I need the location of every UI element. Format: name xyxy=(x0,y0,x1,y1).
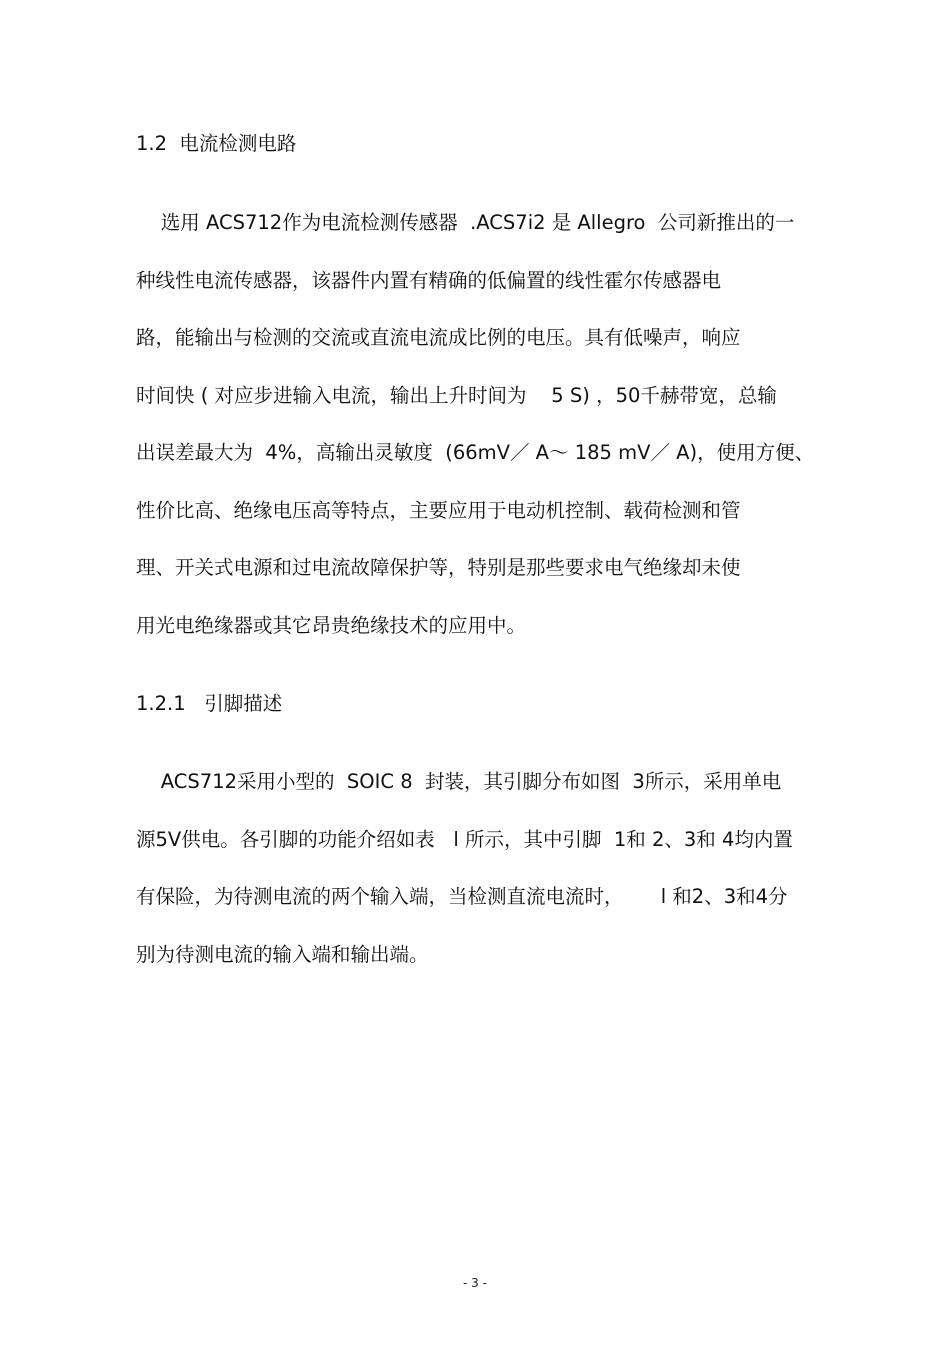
paragraph-line: 别为待测电流的输入端和输出端。 xyxy=(136,943,429,966)
paragraph-line: 路，能输出与检测的交流或直流电流成比例的电压。具有低噪声，响应 xyxy=(136,326,741,349)
paragraph-line: 源5V供电。各引脚的功能介绍如表 l 所示，其中引脚 1和 2、3和 4均内置 xyxy=(136,828,793,851)
paragraph-line: 理、开关式电源和过电流故障保护等，特别是那些要求电气绝缘却未使 xyxy=(136,556,741,579)
paragraph-line: 选用 ACS712作为电流检测传感器 .ACS7i2 是 Allegro 公司新推出的一 xyxy=(136,211,795,234)
paragraph-line: 有保险，为待测电流的两个输入端，当检测直流电流时， l 和2、3和4分 xyxy=(136,885,788,908)
page-number: - 3 - xyxy=(463,1276,487,1290)
paragraph-line: ACS712采用小型的 SOIC 8 封装，其引脚分布如图 3所示，采用单电 xyxy=(136,770,782,793)
paragraph-line: 种线性电流传感器，该器件内置有精确的低偏置的线性霍尔传感器电 xyxy=(136,269,722,292)
paragraph-line: 出误差最大为 4%，高输出灵敏度 (66mV／ A～ 185 mV／ A)，使用方便、 xyxy=(136,441,815,464)
section-heading-1-2: 1.2 电流检测电路 xyxy=(136,132,297,155)
paragraph-line: 性价比高、绝缘电压高等特点，主要应用于电动机控制、载荷检测和管 xyxy=(136,499,741,522)
section-heading-1-2-1: 1.2.1 引脚描述 xyxy=(136,692,283,715)
paragraph-line: 用光电绝缘器或其它昂贵绝缘技术的应用中。 xyxy=(136,614,527,637)
paragraph-line: 时间快 ( 对应步进输入电流，输出上升时间为 5 S) ，50千赫带宽，总输 xyxy=(136,384,777,407)
